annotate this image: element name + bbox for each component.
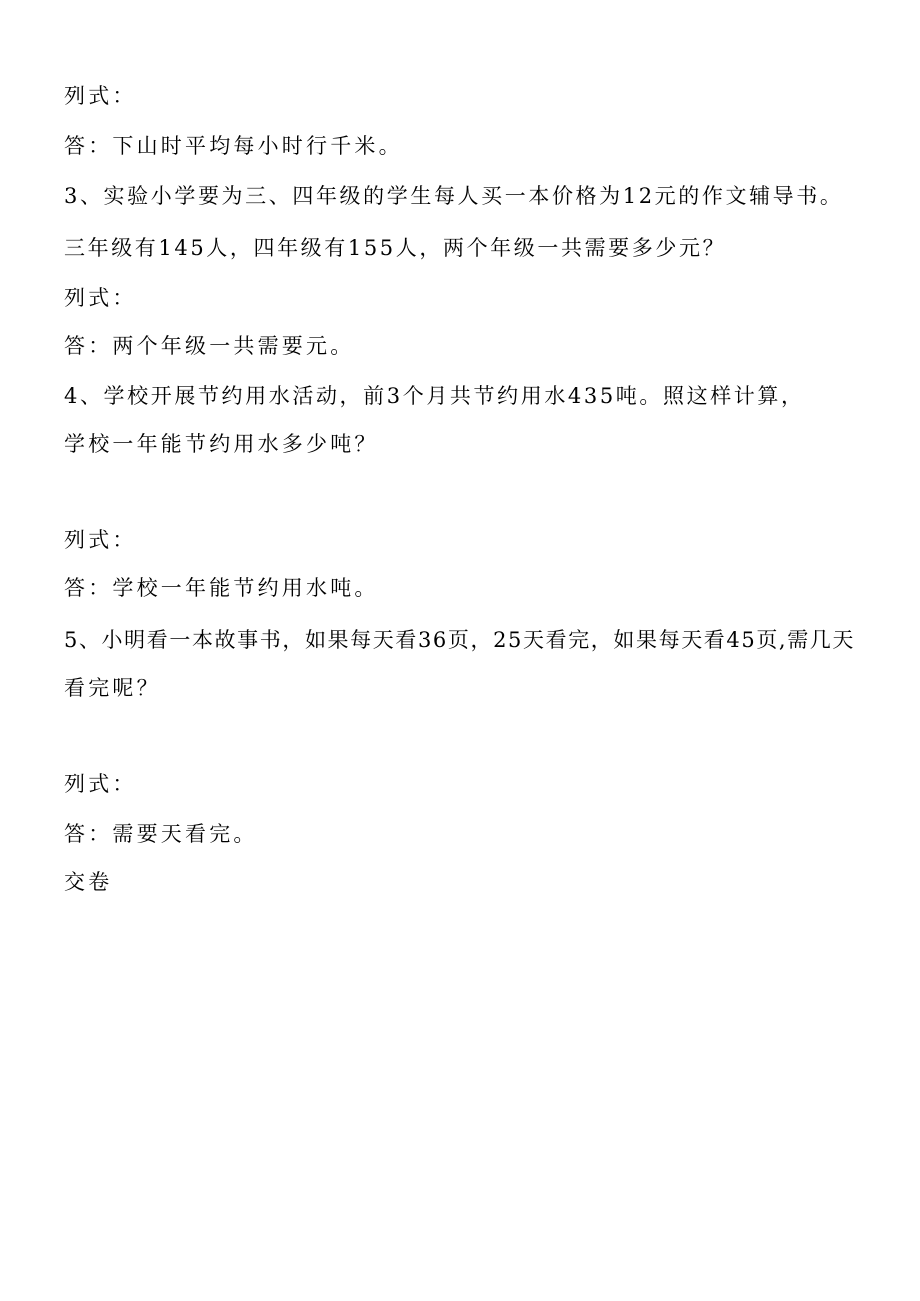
question-3-line-2: 三年级有145人，四年级有155人，两个年级一共需要多少元？ [64,236,727,260]
question-4-line-2: 学校一年能节约用水多少吨？ [64,432,379,456]
formula-label-4: 列式： [64,528,137,552]
answer-line-3: 答：两个年级一共需要元。 [64,334,355,358]
answer-line-2: 答：下山时平均每小时行千米。 [64,134,403,158]
formula-label-3: 列式： [64,286,137,310]
question-5-line-2: 看完呢？ [64,676,161,700]
question-3-line-1: 3、实验小学要为三、四年级的学生每人买一本价格为12元的作文辅导书。 [64,184,844,208]
question-5-line-1: 5、小明看一本故事书，如果每天看36页，25天看完，如果每天看45页,需几天 [64,628,855,652]
submit-text: 交卷 [64,870,113,894]
question-4-line-1: 4、学校开展节约用水活动，前3个月共节约用水435吨。照这样计算， [64,384,805,408]
formula-label-5: 列式： [64,772,137,796]
formula-label-1: 列式： [64,84,137,108]
answer-line-4: 答：学校一年能节约用水吨。 [64,576,379,600]
answer-line-5: 答：需要天看完。 [64,822,258,846]
